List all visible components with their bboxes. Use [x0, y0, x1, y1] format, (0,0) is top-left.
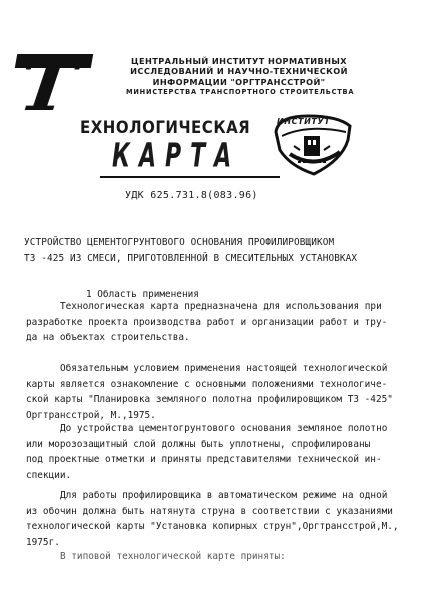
udk-code: УДК 625.731.8(083.96)	[125, 190, 258, 201]
paragraph-line: из обочин должна быть натянута струна в соответствии с указаниями	[26, 505, 393, 517]
org-line: ИССЛЕДОВАНИЙ И НАУЧНО-ТЕХНИЧЕСКОЙ	[130, 66, 348, 77]
title-word-2: КАРТА	[112, 138, 241, 176]
paragraph-line: технологической карты "Установка копирных струн",Оргтрансстрой,М.,	[26, 521, 399, 533]
paragraph-line: разработке проекта производства работ и организации работ и тру-	[26, 316, 388, 328]
paragraph-line: или морозозащитный слой должны быть уплотнены, спрофилированы	[26, 438, 371, 450]
paragraph	[26, 361, 416, 423]
org-ministry: МИНИСТЕРСТВА ТРАНСПОРТНОГО СТРОИТЕЛЬСТВА	[126, 87, 355, 96]
paragraph	[26, 421, 416, 483]
paragraph-line: Технологическая карта предназначена для использования при	[60, 301, 382, 312]
org-line: ИНФОРМАЦИИ "ОРГТРАНССТРОЙ"	[152, 76, 326, 87]
paragraph	[26, 549, 416, 565]
paragraph-line: 1975г.	[26, 536, 60, 548]
paragraph-line: Оргтрансстрой, М.,1975.	[26, 409, 156, 421]
logo-big-letter: Т	[13, 42, 82, 128]
section-title: 1 Область применения	[86, 289, 199, 300]
paragraph	[26, 299, 416, 346]
title-word-1: ЕХНОЛОГИЧЕСКАЯ	[80, 117, 251, 138]
paragraph-line: До устройства цементогрунтового основания земляное полотно	[60, 423, 388, 434]
paragraph-line: В типовой технологической карте приняты:	[60, 551, 286, 562]
paragraph-line: спекции.	[26, 469, 72, 481]
paragraph	[26, 488, 416, 550]
paragraph-line: да на объектах строительства.	[26, 332, 190, 344]
document-heading-line: ТЗ -425 ИЗ СМЕСИ, ПРИГОТОВЛЕННОЙ В СМЕСИТЕЛЬНЫХ УСТАНОВКАХ	[24, 253, 358, 264]
paragraph-line: под проектные отметки и приняты представителями технической ин-	[26, 454, 382, 466]
paragraph-line: карты является ознакомление с основными положениями технологиче-	[26, 378, 388, 390]
paragraph-line: Обязательным условием применения настоящей технологической	[60, 363, 388, 374]
emblem-label: ИНСТИТУТ	[277, 117, 331, 126]
org-line: ЦЕНТРАЛЬНЫЙ ИНСТИТУТ НОРМАТИВНЫХ	[131, 56, 347, 66]
document-heading-line: УСТРОЙСТВО ЦЕМЕНТОГРУНТОВОГО ОСНОВАНИЯ ПРОФИЛИРОВЩИКОМ	[24, 237, 335, 248]
title-underline	[100, 176, 280, 178]
organization-name	[126, 56, 355, 97]
paragraph-line: ской карты "Планировка земляного полотна профилировщиком ТЗ -425"	[26, 394, 393, 406]
paragraph-line: Для работы профилировщика в автоматическом режиме на одной	[60, 490, 388, 501]
